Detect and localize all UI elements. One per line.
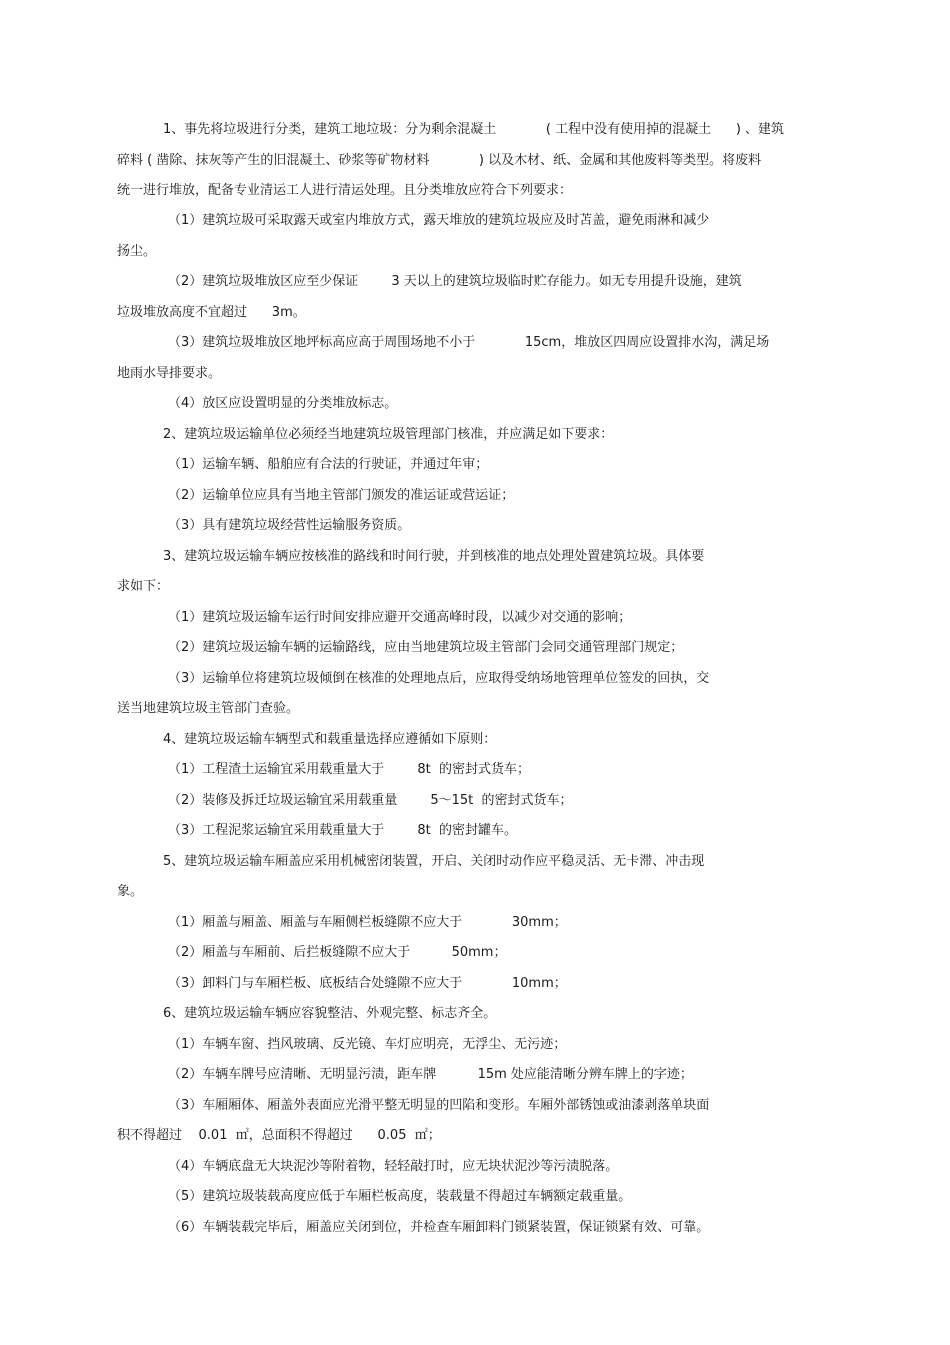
text-line: （3）车厢厢体、厢盖外表面应光滑平整无明显的凹陷和变形。车厢外部锈蚀或油漆剥落单块面 [168, 1098, 710, 1113]
text-line: 2、建筑垃圾运输单位必须经当地建筑垃圾管理部门核准，并应满足如下要求： [163, 427, 614, 442]
text-line: （1）建筑垃圾运输车运行时间安排应避开交通高峰时段，以减少对交通的影响； [168, 610, 632, 625]
text-line: （2）车辆车牌号应清晰、无明显污渍，距车牌 15m 处应能清晰分辨车牌上的字迹； [168, 1067, 693, 1082]
text-line: 碎料 ( 凿除、抹灰等产生的旧混凝土、砂浆等矿物材料 ) 以及木材、纸、金属和其他废料等类型。将废料 [117, 153, 762, 168]
text-line: 6、建筑垃圾运输车辆应容貌整洁、外观完整、标志齐全。 [163, 1006, 497, 1021]
text-line: （3）具有建筑垃圾经营性运输服务资质。 [168, 518, 411, 533]
text-line: 求如下： [117, 579, 170, 594]
text-line: 送当地建筑垃圾主管部门查验。 [117, 701, 300, 716]
text-line: （1）厢盖与厢盖、厢盖与车厢侧栏板缝隙不应大于 30mm； [168, 915, 567, 930]
text-line: 地雨水导排要求。 [117, 366, 222, 381]
text-line: （4）放区应设置明显的分类堆放标志。 [168, 396, 398, 411]
text-line: 象。 [117, 884, 144, 899]
text-line: （5）建筑垃圾装载高度应低于车厢栏板高度，装载量不得超过车辆额定载重量。 [168, 1189, 632, 1204]
text-line: 1、事先将垃圾进行分类，建筑工地垃圾：分为剩余混凝土 ( 工程中没有使用掉的混凝土 ) 、建筑 [163, 122, 785, 137]
text-line: 积不得超过 0.01 ㎡，总面积不得超过 0.05 ㎡； [117, 1128, 441, 1143]
text-line: （3）运输单位将建筑垃圾倾倒在核准的处理地点后，应取得受纳场地管理单位签发的回执，交 [168, 671, 710, 686]
text-line: （2）装修及拆迁垃圾运输宜采用载重量 5～15t 的密封式货车； [168, 793, 573, 808]
text-line: （1）工程渣土运输宜采用载重量大于 8t 的密封式货车； [168, 762, 530, 777]
text-line: （2）运输单位应具有当地主管部门颁发的准运证或营运证； [168, 488, 515, 503]
text-line: 3、建筑垃圾运输车辆应按核准的路线和时间行驶，并到核准的地点处理处置建筑垃圾。具体要 [163, 549, 705, 564]
text-line: （3）工程泥浆运输宜采用载重量大于 8t 的密封罐车。 [168, 823, 517, 838]
text-line: （1）车辆车窗、挡风玻璃、反光镜、车灯应明亮，无浮尘、无污迹； [168, 1037, 567, 1052]
text-line: （3）建筑垃圾堆放区地坪标高应高于周围场地不小于 15cm，堆放区四周应设置排水沟，满足场 [168, 335, 770, 350]
text-line: 统一进行堆放，配备专业清运工人进行清运处理。且分类堆放应符合下列要求： [117, 183, 573, 198]
text-line: （6）车辆装载完毕后，厢盖应关闭到位，并检查车厢卸料门锁紧装置，保证锁紧有效、可靠。 [168, 1220, 710, 1235]
text-line: （1）运输车辆、船舶应有合法的行驶证，并通过年审； [168, 457, 489, 472]
text-line: 4、建筑垃圾运输车辆型式和载重量选择应遵循如下原则： [163, 732, 497, 747]
text-line: （2）建筑垃圾堆放区应至少保证 3 天以上的建筑垃圾临时贮存能力。如无专用提升设施，建筑 [168, 274, 742, 289]
text-line: （3）卸料门与车厢栏板、底板结合处缝隙不应大于 10mm； [168, 976, 567, 991]
text-line: （2）建筑垃圾运输车辆的运输路线，应由当地建筑垃圾主管部门会同交通管理部门规定； [168, 640, 684, 655]
text-line: 5、建筑垃圾运输车厢盖应采用机械密闭装置，开启、关闭时动作应平稳灵活、无卡滞、冲击现 [163, 854, 705, 869]
text-line: （2）厢盖与车厢前、后拦板缝隙不应大于 50mm； [168, 945, 507, 960]
text-line: 扬尘。 [117, 244, 157, 259]
text-line: 垃圾堆放高度不宜超过 3m。 [117, 305, 306, 320]
text-line: （4）车辆底盘无大块泥沙等附着物，轻轻敲打时，应无块状泥沙等污渍脱落。 [168, 1159, 619, 1174]
text-line: （1）建筑垃圾可采取露天或室内堆放方式，露天堆放的建筑垃圾应及时苫盖，避免雨淋和减少 [168, 213, 710, 228]
